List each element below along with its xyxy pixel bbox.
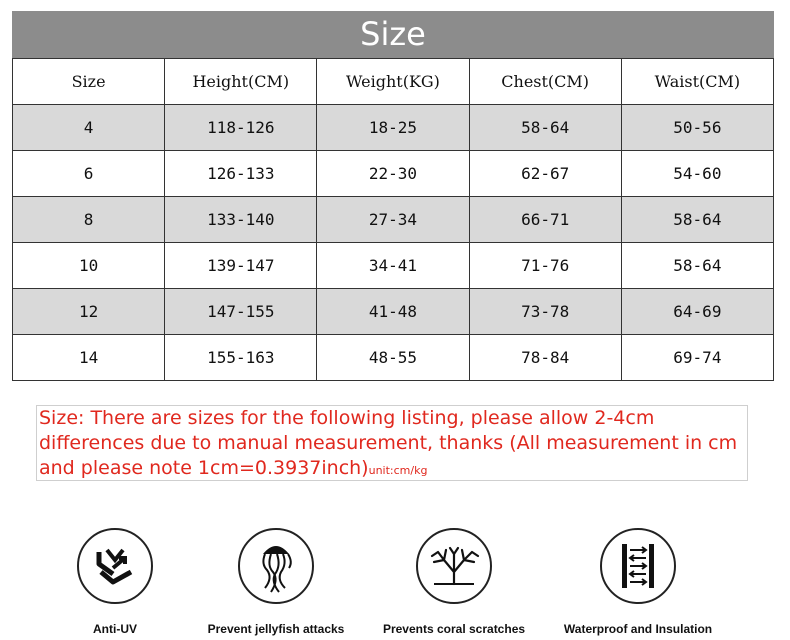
cell-weight: 48-55 <box>317 335 469 381</box>
cell-weight: 34-41 <box>317 243 469 289</box>
measurement-note <box>36 405 748 481</box>
feature-label: Anti-UV <box>93 622 137 636</box>
cell-chest: 62-67 <box>469 151 621 197</box>
cell-height: 139-147 <box>165 243 317 289</box>
cell-waist: 64-69 <box>621 289 773 335</box>
cell-waist: 58-64 <box>621 197 773 243</box>
cell-size: 10 <box>13 243 165 289</box>
cell-height: 133-140 <box>165 197 317 243</box>
coral-icon <box>416 528 492 604</box>
cell-height: 155-163 <box>165 335 317 381</box>
cell-size: 4 <box>13 105 165 151</box>
cell-chest: 78-84 <box>469 335 621 381</box>
table-row <box>13 335 774 381</box>
cell-weight: 41-48 <box>317 289 469 335</box>
header-height: Height(CM) <box>165 59 317 105</box>
table-header-row <box>13 59 774 105</box>
table-row <box>13 243 774 289</box>
cell-size: 8 <box>13 197 165 243</box>
cell-chest: 66-71 <box>469 197 621 243</box>
cell-weight: 18-25 <box>317 105 469 151</box>
note-text: Size: There are sizes for the following listing, please allow 2-4cm differences due to manual measurement, thanks (All measurement in cm and please note 1cm=0.3937inch) <box>39 407 738 479</box>
cell-height: 147-155 <box>165 289 317 335</box>
cell-size: 6 <box>13 151 165 197</box>
anti-uv-icon <box>77 528 153 604</box>
table-row <box>13 105 774 151</box>
note-unit: unit:cm/kg <box>368 464 428 477</box>
feature-anti-uv <box>25 528 205 636</box>
header-weight: Weight(KG) <box>317 59 469 105</box>
feature-waterproof <box>548 528 728 636</box>
feature-jellyfish <box>186 528 366 636</box>
header-size: Size <box>13 59 165 105</box>
cell-height: 118-126 <box>165 105 317 151</box>
feature-label: Prevents coral scratches <box>382 622 526 636</box>
table-row <box>13 289 774 335</box>
cell-waist: 69-74 <box>621 335 773 381</box>
feature-label: Waterproof and Insulation <box>563 622 713 636</box>
cell-weight: 27-34 <box>317 197 469 243</box>
table-row <box>13 151 774 197</box>
cell-waist: 58-64 <box>621 243 773 289</box>
cell-chest: 73-78 <box>469 289 621 335</box>
jellyfish-icon <box>238 528 314 604</box>
table-row <box>13 197 774 243</box>
cell-chest: 71-76 <box>469 243 621 289</box>
cell-chest: 58-64 <box>469 105 621 151</box>
feature-label: Prevent jellyfish attacks <box>207 622 345 636</box>
cell-weight: 22-30 <box>317 151 469 197</box>
feature-coral <box>364 528 544 636</box>
cell-height: 126-133 <box>165 151 317 197</box>
size-table <box>12 58 774 381</box>
header-waist: Waist(CM) <box>621 59 773 105</box>
cell-waist: 54-60 <box>621 151 773 197</box>
cell-size: 12 <box>13 289 165 335</box>
cell-size: 14 <box>13 335 165 381</box>
cell-waist: 50-56 <box>621 105 773 151</box>
page-title: Size <box>12 11 774 58</box>
waterproof-icon <box>600 528 676 604</box>
header-chest: Chest(CM) <box>469 59 621 105</box>
